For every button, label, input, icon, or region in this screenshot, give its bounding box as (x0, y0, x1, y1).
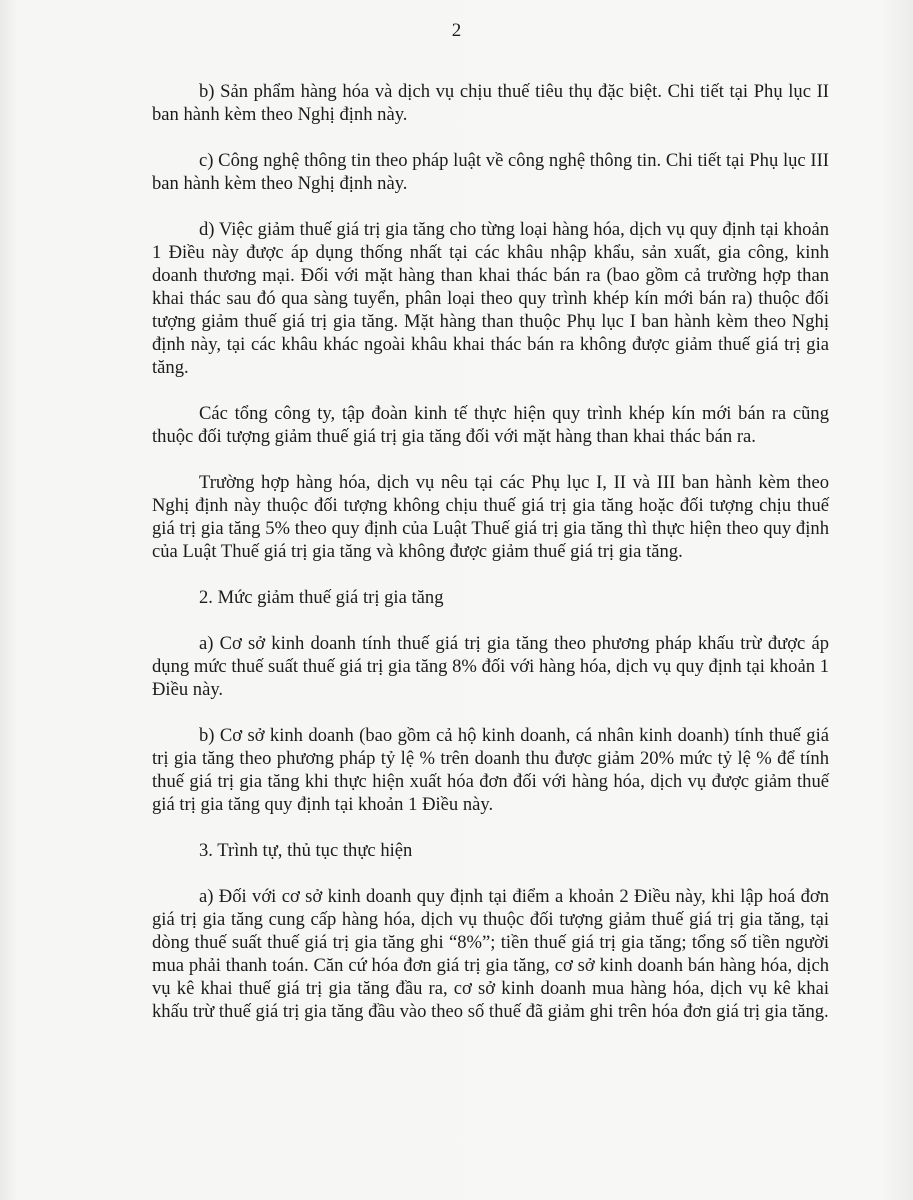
paragraph-b-excise-products: b) Sản phẩm hàng hóa và dịch vụ chịu thuế tiêu thụ đặc biệt. Chi tiết tại Phụ lục II ban hành kèm theo Nghị định này. (152, 81, 829, 125)
section-heading-procedure: 3. Trình tự, thủ tục thực hiện (199, 840, 413, 861)
section-heading-reduction-level: 2. Mức giảm thuế giá trị gia tăng (199, 587, 444, 608)
paragraph-b-percentage-method: b) Cơ sở kinh doanh (bao gồm cả hộ kinh doanh, cá nhân kinh doanh) tính thuế giá trị gia tăng theo phương pháp tỷ lệ % trên doanh thu được giảm 20% mức tỷ lệ % để tính thuế giá trị gia tăng khi thực hiện xuất hóa đơn đối với hàng hóa, dịch vụ được giảm thuế giá trị gia tăng quy định tại khoản 1 Điều này. (152, 725, 829, 815)
page-number: 2 (451, 20, 462, 41)
paragraph-d-vat-reduction-application: d) Việc giảm thuế giá trị gia tăng cho từng loại hàng hóa, dịch vụ quy định tại khoản 1 Điều này được áp dụng thống nhất tại các khâu nhập khẩu, sản xuất, gia công, kinh doanh thương mại. Đối với mặt hàng than khai thác bán ra (bao gồm cả trường hợp than khai thác sau đó qua sàng tuyển, phân loại theo quy trình khép kín mới bán ra) thuộc đối tượng giảm thuế giá trị gia tăng. Mặt hàng than thuộc Phụ lục I ban hành kèm theo Nghị định này, tại các khâu khác ngoài khâu khai thác bán ra không được giảm thuế giá trị gia tăng. (152, 219, 829, 378)
paragraph-exempt-cases: Trường hợp hàng hóa, dịch vụ nêu tại các Phụ lục I, II và III ban hành kèm theo Nghị định này thuộc đối tượng không chịu thuế giá trị gia tăng hoặc đối tượng chịu thuế giá trị gia tăng 5% theo quy định của Luật Thuế giá trị gia tăng thì thực hiện theo quy định của Luật Thuế giá trị gia tăng và không được giảm thuế giá trị gia tăng. (152, 472, 829, 562)
paragraph-a-invoice-procedure: a) Đối với cơ sở kinh doanh quy định tại điểm a khoản 2 Điều này, khi lập hoá đơn giá trị gia tăng cung cấp hàng hóa, dịch vụ thuộc đối tượng giảm thuế giá trị gia tăng, tại dòng thuế suất thuế giá trị gia tăng ghi “8%”; tiền thuế giá trị gia tăng; tổng số tiền người mua phải thanh toán. Căn cứ hóa đơn giá trị gia tăng, cơ sở kinh doanh bán hàng hóa, dịch vụ kê khai thuế giá trị gia tăng đầu ra, cơ sở kinh doanh mua hàng hóa, dịch vụ kê khai khấu trừ thuế giá trị gia tăng đầu vào theo số thuế đã giảm ghi trên hóa đơn giá trị gia tăng. (152, 886, 829, 1022)
paragraph-a-deduction-method: a) Cơ sở kinh doanh tính thuế giá trị gia tăng theo phương pháp khấu trừ được áp dụng mức thuế suất thuế giá trị gia tăng 8% đối với hàng hóa, dịch vụ quy định tại khoản 1 Điều này. (152, 633, 829, 700)
paragraph-corporations-closed-process: Các tổng công ty, tập đoàn kinh tế thực hiện quy trình khép kín mới bán ra cũng thuộc đối tượng giảm thuế giá trị gia tăng đối với mặt hàng than khai thác bán ra. (152, 403, 829, 447)
paragraph-c-information-technology: c) Công nghệ thông tin theo pháp luật về công nghệ thông tin. Chi tiết tại Phụ lục III ban hành kèm theo Nghị định này. (152, 150, 829, 194)
document-body (152, 80, 829, 1046)
